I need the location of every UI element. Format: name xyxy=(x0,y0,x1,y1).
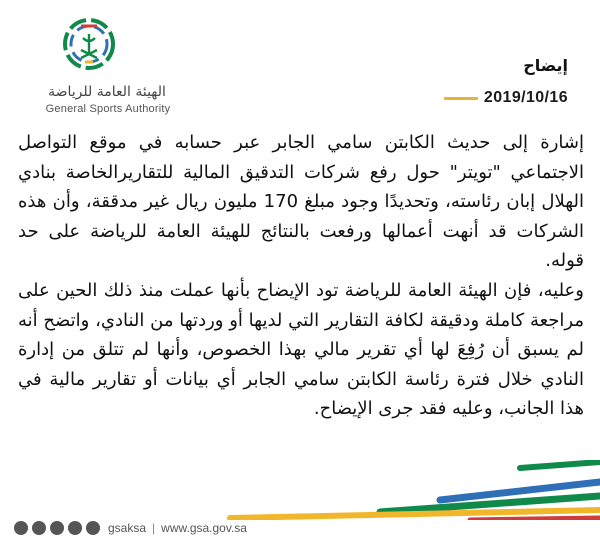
brand-name-english: General Sports Authority xyxy=(45,103,171,115)
gsa-logo xyxy=(14,14,171,115)
statement-body xyxy=(18,128,584,424)
footer-separator: | xyxy=(152,521,156,535)
decorative-stripes xyxy=(0,460,600,520)
paragraph-2: وعليه، فإن الهيئة العامة للرياضة تود الإيضاح بأنها عملت منذ ذلك الحين على مراجعة كاملة ودقيقة لكافة التقارير التي لديها أو وردتها من النادي، واتضح أنه لم يسبق أن رُفِعَ لها أي تقرير مالي بهذا الخصوص، وأنها لم تتلق من إدارة النادي خلال فترة رئاسة الكابتن سامي الجابر أي بيانات أو تقارير مالية في هذا الجانب، وعليه فقد جرى الإيضاح. xyxy=(18,279,584,420)
brand-name-arabic: الهيئة العامة للرياضة xyxy=(48,84,166,100)
instagram-icon[interactable] xyxy=(68,521,82,535)
footer xyxy=(14,518,247,538)
header-block xyxy=(418,56,568,107)
paragraph-1: إشارة إلى حديث الكابتن سامي الجابر عبر حسابه في موقع التواصل الاجتماعي "تويتر" حول رفع شركات التدقيق المالية للتقاريرالخاصة بنادي الهلال إبان رئاسته، وتحديدًا وجود مبلغ 170 مليون ريال غير مدققة، وأن هذه الشركات قد أنهت أعمالها ورفعت بالنتائج للهيئة العامة للرياضة على حد قوله. xyxy=(18,132,585,272)
gsa-emblem-icon xyxy=(61,14,117,76)
facebook-icon[interactable] xyxy=(86,521,100,535)
social-handle: gsaksa xyxy=(108,521,147,535)
youtube-icon[interactable] xyxy=(32,521,46,535)
stripe-green-top xyxy=(520,462,600,468)
document-date: 2019/10/16 xyxy=(483,89,568,106)
snapchat-icon[interactable] xyxy=(14,521,28,535)
website-link[interactable]: www.gsa.gov.sa xyxy=(161,521,247,535)
stripe-red xyxy=(470,518,600,520)
twitter-icon[interactable] xyxy=(50,521,64,535)
document-title: إيضاح xyxy=(523,56,568,75)
date-row xyxy=(418,89,568,107)
date-accent-line xyxy=(444,97,478,100)
